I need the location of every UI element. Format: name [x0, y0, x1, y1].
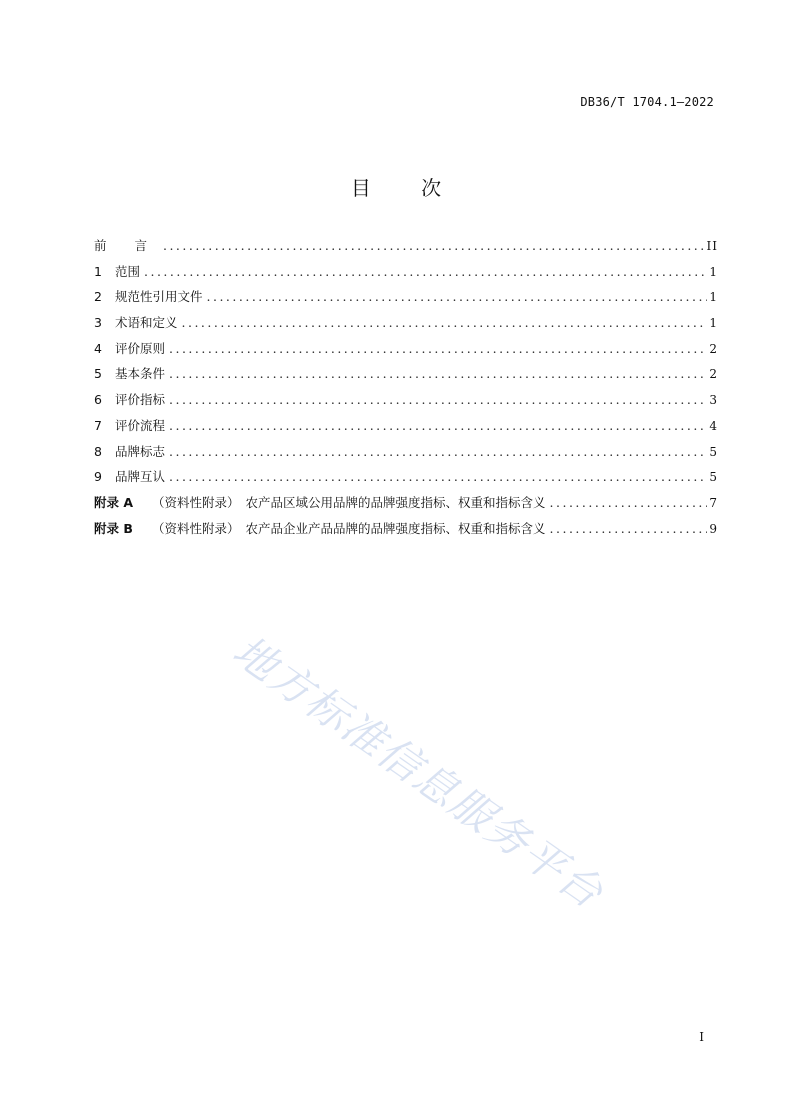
toc-entry-page: 2: [709, 367, 718, 382]
toc-entry-number: 6: [94, 392, 102, 408]
toc-entry-number: 2: [94, 289, 102, 305]
toc-entry-label: 品牌互认: [115, 469, 166, 485]
toc-entry-number: 7: [94, 417, 102, 433]
document-code: DB36/T 1704.1—2022: [580, 95, 714, 109]
toc-entry-label: 范围: [115, 263, 141, 279]
toc-entry-label: 农产品企业产品品牌的品牌强度指标、权重和指标含义: [245, 520, 546, 536]
toc-entry-number: 8: [94, 443, 102, 459]
toc-entry-page: 5: [709, 444, 718, 459]
dot-leader: [550, 495, 708, 510]
toc-entry-number: 9: [94, 469, 102, 485]
toc-entry-page: 4: [709, 418, 718, 433]
dot-leader: [169, 469, 707, 484]
toc-entry-page: 1: [709, 316, 718, 331]
toc-entry-number: 3: [94, 315, 102, 331]
toc-entry-page: 5: [709, 470, 718, 485]
toc-entry-label: 评价原则: [115, 340, 166, 356]
toc-entry-label: 评价指标: [115, 392, 166, 408]
dot-leader: [169, 418, 707, 433]
toc-entry-number: 4: [94, 340, 102, 356]
watermark: 地方标准信息服务平台: [224, 625, 613, 919]
dot-leader: [182, 315, 708, 330]
toc-entry-brand-mutual-recognition[interactable]: [94, 467, 718, 493]
toc-entry-scope[interactable]: [94, 262, 718, 288]
toc-entry-normative-references[interactable]: [94, 287, 718, 313]
table-of-contents: [94, 236, 718, 544]
toc-entry-number: 1: [94, 263, 102, 279]
toc-entry-foreword[interactable]: [94, 236, 718, 262]
appendix-number: 附录 A: [94, 494, 134, 510]
toc-entry-number: 5: [94, 366, 102, 382]
toc-entry-label: 评价流程: [115, 417, 166, 433]
dot-leader: [207, 289, 708, 304]
toc-entry-page: 7: [709, 495, 718, 510]
toc-entry-label: 规范性引用文件: [115, 289, 203, 305]
dot-leader: [169, 341, 707, 356]
dot-leader: [550, 521, 708, 536]
toc-entry-label: 品牌标志: [115, 443, 166, 459]
dot-leader: [169, 392, 707, 407]
toc-entry-page: 1: [709, 290, 718, 305]
toc-entry-label: 基本条件: [115, 366, 166, 382]
toc-entry-page: 1: [709, 264, 718, 279]
appendix-number: 附录 B: [94, 520, 133, 536]
dot-leader: [144, 264, 707, 279]
dot-leader: [163, 238, 705, 253]
toc-entry-evaluation-principles[interactable]: [94, 339, 718, 365]
toc-entry-evaluation-indicators[interactable]: [94, 390, 718, 416]
toc-entry-evaluation-process[interactable]: [94, 416, 718, 442]
appendix-type: （资料性附录）: [152, 494, 240, 510]
toc-entry-label: 前 言: [94, 238, 159, 253]
toc-entry-label: 术语和定义: [115, 315, 178, 331]
dot-leader: [169, 444, 707, 459]
toc-entry-page: 9: [709, 521, 718, 536]
toc-entry-brand-mark[interactable]: [94, 442, 718, 468]
toc-entry-page: II: [706, 239, 718, 253]
page-number: I: [699, 1030, 704, 1044]
toc-entry-appendix-b[interactable]: [94, 519, 718, 545]
dot-leader: [169, 366, 707, 381]
toc-entry-terms-definitions[interactable]: [94, 313, 718, 339]
toc-entry-basic-conditions[interactable]: [94, 364, 718, 390]
appendix-type: （资料性附录）: [152, 520, 240, 536]
toc-entry-appendix-a[interactable]: [94, 493, 718, 519]
toc-entry-label: 农产品区域公用品牌的品牌强度指标、权重和指标含义: [245, 494, 546, 510]
toc-title: 目 次: [350, 176, 464, 200]
toc-entry-page: 2: [709, 341, 718, 356]
toc-entry-page: 3: [709, 393, 718, 408]
